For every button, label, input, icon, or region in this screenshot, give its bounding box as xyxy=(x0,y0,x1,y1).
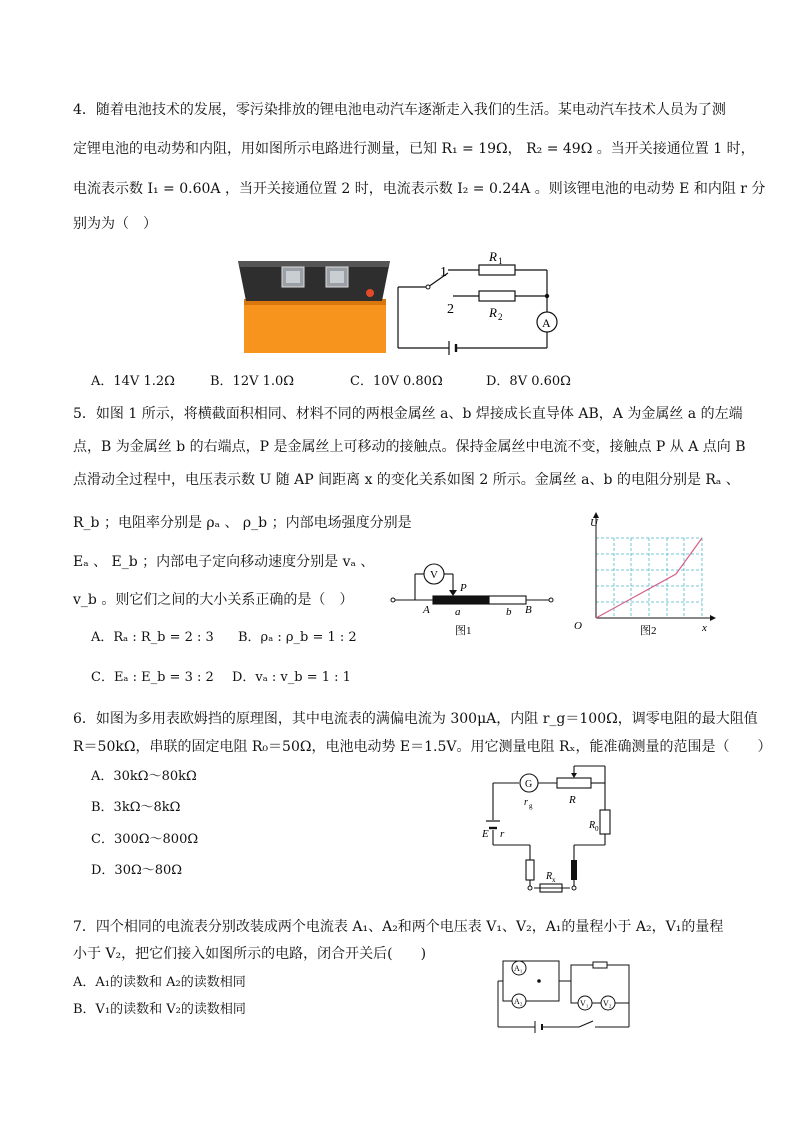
emf-label: E xyxy=(482,828,489,840)
q5-figure-2 xyxy=(570,510,720,640)
q6-circuit-diagram xyxy=(480,760,620,895)
q4-option-c[interactable]: C．10V 0.80Ω xyxy=(350,374,443,389)
q5-stem-line2: 点，B 为金属丝 b 的右端点，P 是金属丝上可移动的接触点。保持金属丝中电流不变，接触点 P 从 A 点向 B xyxy=(73,439,746,455)
origin-label: O xyxy=(574,620,582,632)
q4-stem-line1: 4．随着电池技术的发展，零污染排放的锂电池电动汽车逐渐走入我们的生活。某电动汽车技术人员为了测 xyxy=(73,102,726,118)
q5-option-a[interactable]: A．Rₐ : R_b = 2 : 3 xyxy=(91,630,214,645)
r1-subscript: 1 xyxy=(498,256,503,266)
wire-b-label: b xyxy=(506,606,512,618)
q4-circuit-diagram xyxy=(395,245,565,360)
q7-stem-line2: 小于 V₂，把它们接入如图所示的电路，闭合开关后( ) xyxy=(73,946,427,962)
point-b-label: B xyxy=(525,604,532,616)
q5-stem-line5: Eₐ 、 E_b ；内部电子定向移动速度分别是 vₐ 、 xyxy=(73,554,375,570)
q6-option-b[interactable]: B．3kΩ～8kΩ xyxy=(91,800,181,815)
q5-option-c[interactable]: C．Eₐ : E_b = 3 : 2 xyxy=(91,670,214,685)
q6-option-c[interactable]: C．300Ω～800Ω xyxy=(91,832,199,847)
internal-r-label: r xyxy=(500,828,505,840)
v2-symbol: V₂ xyxy=(603,999,612,1008)
q4-option-a[interactable]: A．14V 1.2Ω xyxy=(91,374,175,389)
q7-stem-line1: 7．四个相同的电流表分别改装成两个电流表 A₁、A₂和两个电压表 V₁、V₂，A₁的量程小于 A₂，V₁的量程 xyxy=(73,919,724,935)
q5-stem-line1: 5．如图 1 所示，将横截面积相同、材料不同的两根金属丝 a、b 焊接成长直导体 AB，A 为金属丝 a 的左端 xyxy=(73,406,743,422)
q5-stem-line6: v_b 。则它们之间的大小关系正确的是（ ） xyxy=(73,592,354,608)
r2-subscript: 2 xyxy=(498,312,503,322)
point-p-label: P xyxy=(460,582,467,594)
q5-stem-line4: R_b ；电阻率分别是 ρₐ 、 ρ_b ；内部电场强度分别是 xyxy=(73,515,412,531)
q5-option-d[interactable]: D．vₐ : v_b = 1 : 1 xyxy=(232,670,351,685)
q6-stem-line1: 6．如图为多用表欧姆挡的原理图，其中电流表的满偏电流为 300μA，内阻 r_g＝100Ω，调零电阻的最大阻值 xyxy=(73,711,758,727)
r1-label: R xyxy=(489,249,497,264)
q4-option-d[interactable]: D．8V 0.60Ω xyxy=(486,374,571,389)
q7-circuit-diagram xyxy=(495,955,635,1035)
r2-label: R xyxy=(489,305,497,320)
figure-1-caption: 图1 xyxy=(455,625,472,637)
q4-stem-line4: 别为为（ ） xyxy=(73,216,157,232)
r0-subscript: 0 xyxy=(595,825,599,833)
q4-stem-line2: 定锂电池的电动势和内阻，用如图所示电路进行测量，已知 R₁ = 19Ω， R₂ = 49Ω 。当开关接通位置 1 时， xyxy=(73,141,755,157)
r0-label: R xyxy=(589,820,596,831)
v1-symbol: V₁ xyxy=(580,999,589,1008)
ammeter-symbol: A xyxy=(542,316,551,330)
q5-option-b[interactable]: B．ρₐ : ρ_b = 1 : 2 xyxy=(238,630,357,645)
switch-position-2: 2 xyxy=(447,302,454,317)
r-variable-label: R xyxy=(569,794,576,806)
q6-option-d[interactable]: D．30Ω～80Ω xyxy=(91,863,183,878)
q7-option-b[interactable]: B．V₁的读数和 V₂的读数相同 xyxy=(73,1002,246,1017)
q5-stem-line3: 点滑动全过程中，电压表示数 U 随 AP 间距离 x 的变化关系如图 2 所示。金属丝 a、b 的电阻分别是 Rₐ 、 xyxy=(73,472,740,488)
q6-option-a[interactable]: A．30kΩ～80kΩ xyxy=(91,769,197,784)
q4-option-b[interactable]: B．12V 1.0Ω xyxy=(210,374,295,389)
q7-option-a[interactable]: A．A₁的读数和 A₂的读数相同 xyxy=(73,975,246,990)
axis-x-label: x xyxy=(702,622,707,634)
rg-label: r xyxy=(524,797,528,808)
rg-subscript: g xyxy=(529,802,533,810)
galvanometer-symbol: G xyxy=(525,779,533,790)
switch-position-1: 1 xyxy=(440,265,447,280)
a1-symbol: A₁ xyxy=(514,964,523,973)
battery-photo xyxy=(236,255,394,355)
rx-label: R xyxy=(546,871,553,882)
axis-u-label: U xyxy=(590,517,598,529)
q6-stem-line2: R＝50kΩ，串联的固定电阻 R₀＝50Ω，电池电动势 E＝1.5V。用它测量电阻 Rₓ，能准确测量的范围是（ ） xyxy=(73,739,772,755)
a2-symbol: A₂ xyxy=(514,997,523,1006)
figure-2-caption: 图2 xyxy=(640,625,657,637)
voltmeter-symbol: V xyxy=(430,569,438,581)
wire-a-label: a xyxy=(455,606,461,618)
q4-stem-line3: 电流表示数 I₁ = 0.60A ，当开关接通位置 2 时，电流表示数 I₂ = 0.24A 。则该锂电池的电动势 E 和内阻 r 分 xyxy=(73,181,766,197)
rx-subscript: x xyxy=(552,876,556,884)
q5-figure-1 xyxy=(385,558,565,640)
point-a-label: A xyxy=(423,604,430,616)
